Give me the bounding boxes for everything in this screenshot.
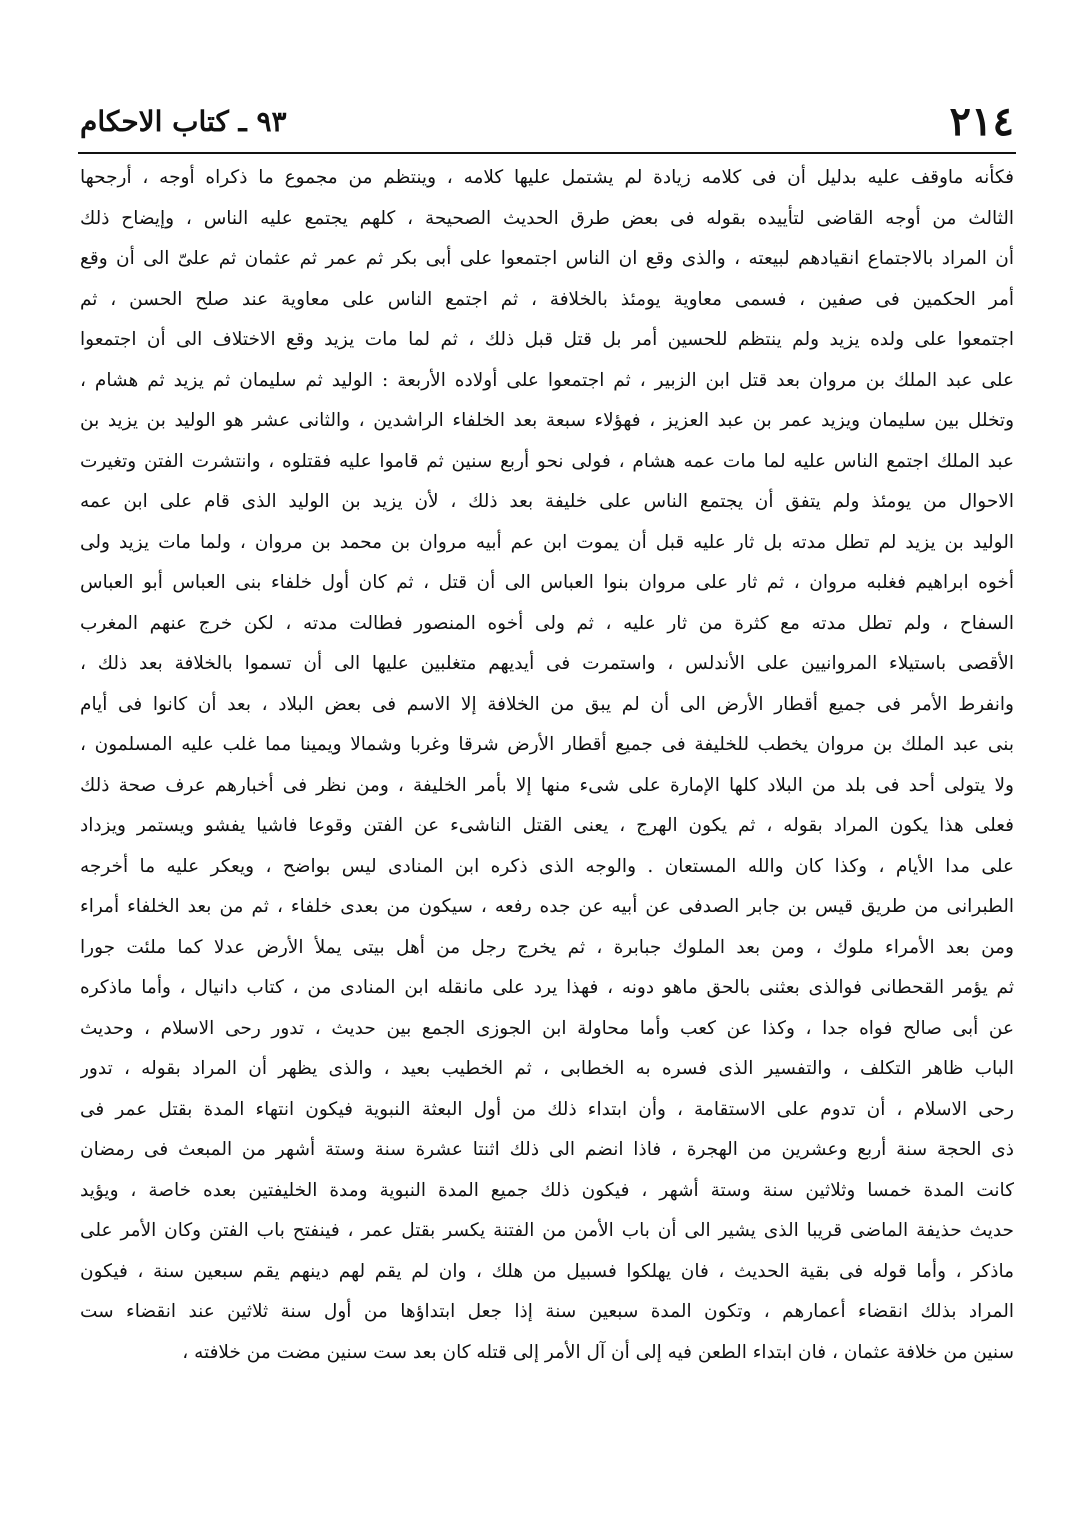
text-line: فكأنه ماوقف عليه بدليل أن فى كلامه زيادة لم يشتمل عليها كلامه ، وينتظم من مجموع ما ذكراه أوجه ، أرجحها xyxy=(80,167,1014,188)
text-line: سنين من خلافة عثمان ، فان ابتداء الطعن فيه إلى أن آل الأمر إلى قتله كان بعد ست سنين مضت من خلافته ، xyxy=(182,1341,1014,1363)
text-line: الوليد بن يزيد لم تطل مدته بل ثار عليه قبل أن يموت ابن عم أبيه مروان بن محمد بن مروان ، ولما مات يزيد ولى xyxy=(80,531,1014,553)
text-line: السفاح ، ولم تطل مدته مع كثرة من ثار عليه ، ثم ولى أخوه المنصور فطالت مدته ، لكن خرج عنهم المغرب xyxy=(80,612,1014,634)
text-line: رحى الاسلام ، أن تدوم على الاستقامة ، وأن ابتداء ذلك من أول البعثة النبوية فيكون انتهاء المدة بقتل عمر فى xyxy=(80,1098,1014,1120)
text-line: كانت المدة خمسا وثلاثين سنة وستة أشهر ، فيكون ذلك جميع المدة النبوية ومدة الخليفتين بعده خاصة ، ويؤيد xyxy=(80,1179,1014,1201)
text-line: الباب ظاهر التكلف ، والتفسير الذى فسره به الخطابى ، ثم الخطيب بعيد ، والذى يظهر أن المراد بقوله ، تدور xyxy=(80,1058,1014,1079)
text-line: الأقصى باستيلاء المروانيين على الأندلس ، واستمرت فى أيديهم متغلبين عليها الى أن تسموا بالخلافة بعد ذلك ، xyxy=(80,653,1014,674)
text-line: المراد بذلك انقضاء أعمارهم ، وتكون المدة سبعين سنة إذا جعل ابتداؤها من أول سنة ثلاثين عند انقضاء ست xyxy=(80,1301,1014,1322)
text-line: ذى الحجة سنة أربع وعشرين من الهجرة ، فاذا انضم الى ذلك اثنتا عشرة سنة وستة أشهر من المبعث فى رمضان xyxy=(80,1139,1014,1160)
text-line: أخوه ابراهيم فغلبه مروان ، ثم ثار على مروان بنوا العباس الى أن قتل ، ثم كان أول خلفاء بنى العباس أبو العباس xyxy=(80,572,1014,593)
text-line: الطبرانى من طريق قيس بن جابر الصدفى عن أبيه عن جده رفعه ، سيكون من بعدى خلفاء ، ثم من بعد الخلفاء أمراء xyxy=(80,896,1014,917)
text-line: بنى عبد الملك بن مروان يخطب للخليفة فى جميع أقطار الأرض شرقا وغربا وشمالا ويمينا مما غلب عليه المسلمون ، xyxy=(80,734,1014,755)
page-header xyxy=(80,96,1014,148)
text-line: أن المراد بالاجتماع انقيادهم لبيعته ، والذى وقع ان الناس اجتمعوا على أبى بكر ثم عمر ثم عثمان ثم علىّ الى أن وقع xyxy=(80,248,1014,269)
text-line: الاحوال من يومئذ ولم يتفق أن يجتمع الناس على خليفة بعد ذلك ، لأن يزيد بن الوليد الذى قام على ابن عمه xyxy=(80,491,1014,512)
text-line: على عبد الملك بن مروان بعد قتل ابن الزبير ، ثم اجتمعوا على أولاده الأربعة : الوليد ثم سليمان ثم يزيد ثم هشام ، xyxy=(80,369,1014,391)
text-line: وانفرط الأمر فى جميع أقطار الأرض الى أن لم يبق من الخلافة إلا الاسم فى بعض البلاد ، بعد أن كانوا فى أيام xyxy=(80,693,1014,715)
text-line: الثالث من أوجه القاضى لتأييده بقوله فى بعض طرق الحديث الصحيحة ، كلهم يجتمع عليه الناس ، وإيضاح ذلك xyxy=(80,207,1014,229)
text-line: ماذكر ، وأما قوله فى بقية الحديث ، فان يهلكوا فسبيل من هلك ، وان لم يقم لهم دينهم يقم سبعين سنة ، فيكون xyxy=(80,1260,1014,1282)
text-line: ومن بعد الأمراء ملوك ، ومن بعد الملوك جبابرة ، ثم يخرج رجل من أهل بيتى يملأ الأرض عدلا كما ملئت جورا xyxy=(80,936,1014,958)
text-line: على مدا الأيام ، وكذا كان والله المستعان . والوجه الذى ذكره ابن المنادى ليس بواضح ، ويعكر عليه ما أخرجه xyxy=(80,855,1014,877)
text-line: فعلى هذا يكون المراد بقوله ، ثم يكون الهرج ، يعنى القتل الناشىء عن الفتن وقوعا فاشيا يفشو ويستمر ويزداد xyxy=(80,815,1014,836)
running-title: ٩٣ ـ كتاب الاحكام xyxy=(80,105,287,138)
header-rule xyxy=(78,152,1016,154)
text-line: اجتمعوا على ولده يزيد ولم ينتظم للحسين أمر بل قتل قبل ذلك ، ثم لما مات يزيد وقع الاختلاف الى أن اجتمعوا xyxy=(80,329,1014,350)
text-line: ثم يؤمر القحطانى فوالذى بعثنى بالحق ماهو دونه ، فهذا يرد على مانقله ابن المنادى من ، كتاب دانيال ، وأما ماذكره xyxy=(80,977,1014,998)
text-line: أمر الحكمين فى صفين ، فسمى معاوية يومئذ بالخلافة ، ثم اجتمع الناس على معاوية عند صلح الحسن ، ثم xyxy=(80,288,1014,310)
text-line: حديث حذيفة الماضى قريبا الذى يشير الى أن باب الأمن من الفتنة يكسر بقتل عمر ، فينفتح باب الفتن وكان الأمر على xyxy=(80,1220,1014,1241)
page-number: ٢١٤ xyxy=(949,98,1014,145)
text-line: عن أبى صالح فواه جدا ، وكذا عن كعب وأما محاولة ابن الجوزى الجمع بين حديث ، تدور رحى الاسلام ، وحديث xyxy=(80,1017,1014,1039)
text-line: ولا يتولى أحد فى بلد من البلاد كلها الإمارة على شىء منها إلا بأمر الخليفة ، ومن نظر فى أخبارهم عرف صحة ذلك xyxy=(80,774,1014,796)
body-text xyxy=(80,158,1014,1373)
text-line: وتخلل بين سليمان ويزيد عمر بن عبد العزيز ، فهؤلاء سبعة بعد الخلفاء الراشدين ، والثانى عشر هو الوليد بن يزيد بن xyxy=(80,410,1014,431)
text-line: عبد الملك اجتمع الناس عليه لما مات عمه هشام ، فولى نحو أربع سنين ثم قاموا عليه فقتلوه ، وانتشرت الفتن وتغيرت xyxy=(80,450,1014,472)
